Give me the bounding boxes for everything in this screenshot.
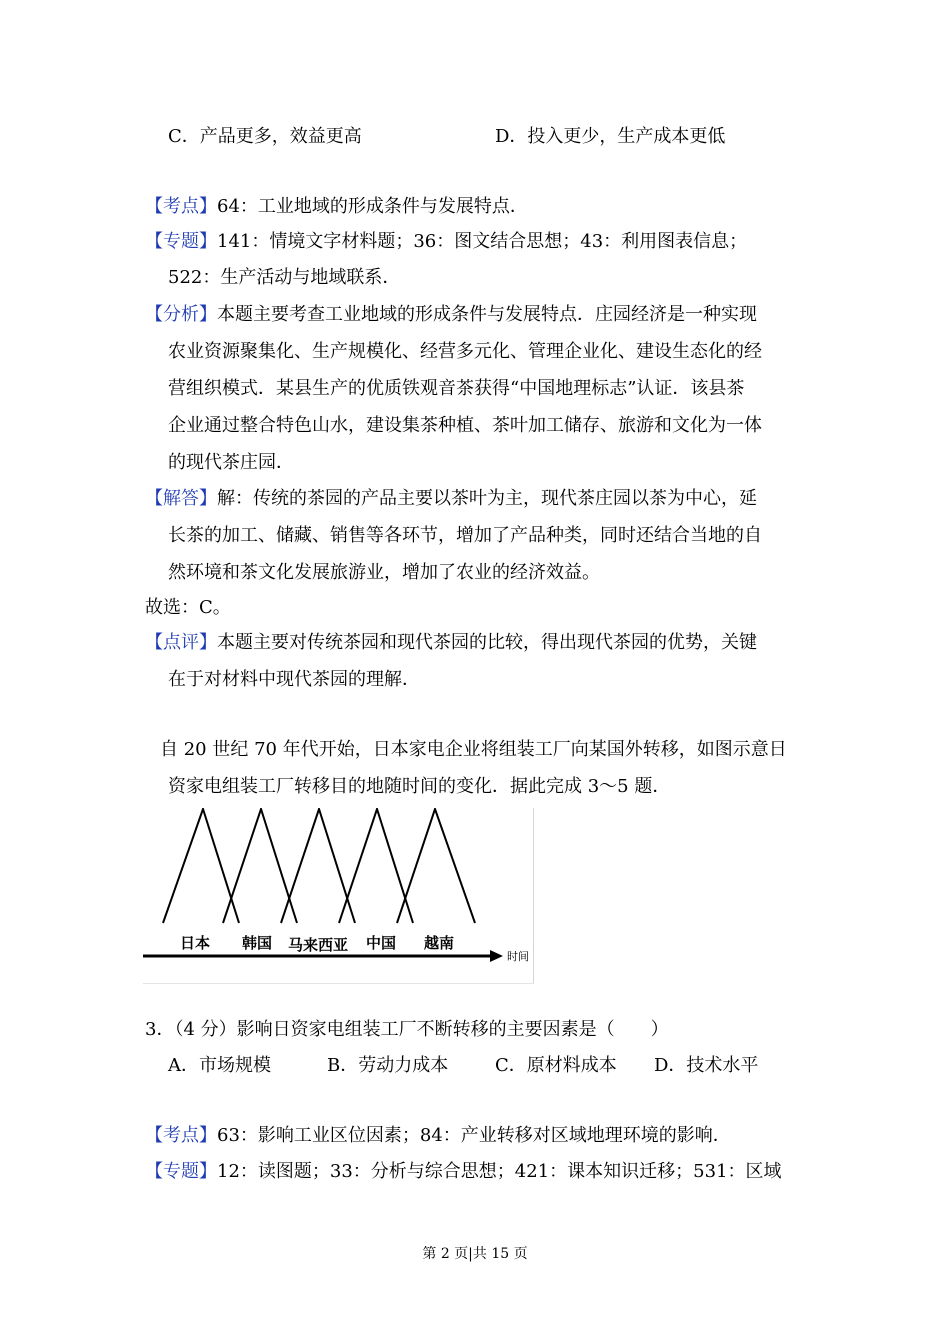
zhuanti-line-1: 141：情境文字材料题；36：图文结合思想；43：利用图表信息； <box>217 231 748 252</box>
label-korea: 韩国 <box>242 934 273 952</box>
page-footer: 第 2 页|共 15 页 <box>422 1246 528 1262</box>
peak-vietnam <box>397 809 475 923</box>
option-d: D．投入更少，生产成本更低 <box>495 126 726 147</box>
dianping-line-1: 本题主要对传统茶园和现代茶园的比较，得出现代茶园的优势，关键 <box>217 632 757 653</box>
q3-zhuanti-text: 12：读图题；33：分析与综合思想；421：课本知识迁移；531：区域 <box>217 1161 782 1182</box>
dianping-tag: 【点评】 <box>145 632 217 653</box>
figure-right-border <box>533 808 534 984</box>
peak-japan <box>163 809 239 923</box>
q3-zhuanti-row <box>145 1163 782 1181</box>
zhuanti-tag: 【专题】 <box>145 231 217 252</box>
jieda-row <box>145 490 757 508</box>
jieda-line-2: 长茶的加工、储藏、销售等各环节，增加了产品种类，同时还结合当地的自 <box>168 525 762 546</box>
fenxi-tag: 【分析】 <box>145 304 217 325</box>
q3-option-a: A．市场规模 <box>168 1055 271 1076</box>
kaodian-row <box>145 198 528 216</box>
fenxi-line-3: 营组织模式．某县生产的优质铁观音茶获得“中国地理标志”认证．该县茶 <box>168 378 745 399</box>
q3-stem: 3．（4 分）影响日资家电组装工厂不断转移的主要因素是（ ） <box>145 1019 669 1040</box>
q3-kaodian-tag: 【考点】 <box>145 1125 217 1146</box>
transfer-diagram-svg <box>143 808 535 984</box>
label-vietnam: 越南 <box>424 934 455 952</box>
jieda-line-3: 然环境和茶文化发展旅游业，增加了农业的经济效益。 <box>168 562 600 583</box>
fenxi-line-4: 企业通过整合特色山水，建设集茶种植、茶叶加工储存、旅游和文化为一体 <box>168 415 762 436</box>
fenxi-line-2: 农业资源聚集化、生产规模化、经营多元化、管理企业化、建设生态化的经 <box>168 341 762 362</box>
peak-lines <box>163 809 475 923</box>
q3-zhuanti-tag: 【专题】 <box>145 1161 217 1182</box>
fenxi-line-5: 的现代茶庄园． <box>168 452 294 473</box>
answer-choice: 故选：C。 <box>145 597 231 618</box>
transfer-figure <box>143 808 535 984</box>
zhuanti-row <box>145 233 747 251</box>
q3-option-c: C．原材料成本 <box>495 1055 617 1076</box>
label-japan: 日本 <box>180 934 211 952</box>
dianping-line-2: 在于对材料中现代茶园的理解． <box>168 669 420 690</box>
intro-line-2: 资家电组装工厂转移目的地随时间的变化．据此完成 3～5 题． <box>168 776 671 797</box>
figure-bottom-border <box>143 983 534 984</box>
fenxi-row <box>145 306 757 324</box>
jieda-line-1: 解：传统的茶园的产品主要以茶叶为主，现代茶庄园以茶为中心，延 <box>217 488 757 509</box>
q3-kaodian-row <box>145 1127 731 1145</box>
label-malaysia: 马来西亚 <box>288 936 349 954</box>
kaodian-tag: 【考点】 <box>145 196 217 217</box>
intro-line-1: 自 20 世纪 70 年代开始，日本家电企业将组装工厂向某国外转移，如图示意日 <box>160 739 787 760</box>
q3-kaodian-text: 63：影响工业区位因素；84：产业转移对区域地理环境的影响． <box>217 1125 731 1146</box>
kaodian-text: 64：工业地域的形成条件与发展特点． <box>217 196 528 217</box>
fenxi-line-1: 本题主要考查工业地域的形成条件与发展特点．庄园经济是一种实现 <box>217 304 757 325</box>
dianping-row <box>145 634 757 652</box>
option-c: C．产品更多，效益更高 <box>168 126 362 147</box>
jieda-tag: 【解答】 <box>145 488 217 509</box>
q3-option-b: B．劳动力成本 <box>327 1055 449 1076</box>
axis-label-time: 时间 <box>507 950 529 963</box>
label-china: 中国 <box>366 934 397 952</box>
time-axis-arrowhead <box>490 950 503 962</box>
zhuanti-line-2: 522：生产活动与地域联系． <box>168 267 401 288</box>
q3-option-d: D．技术水平 <box>654 1055 759 1076</box>
